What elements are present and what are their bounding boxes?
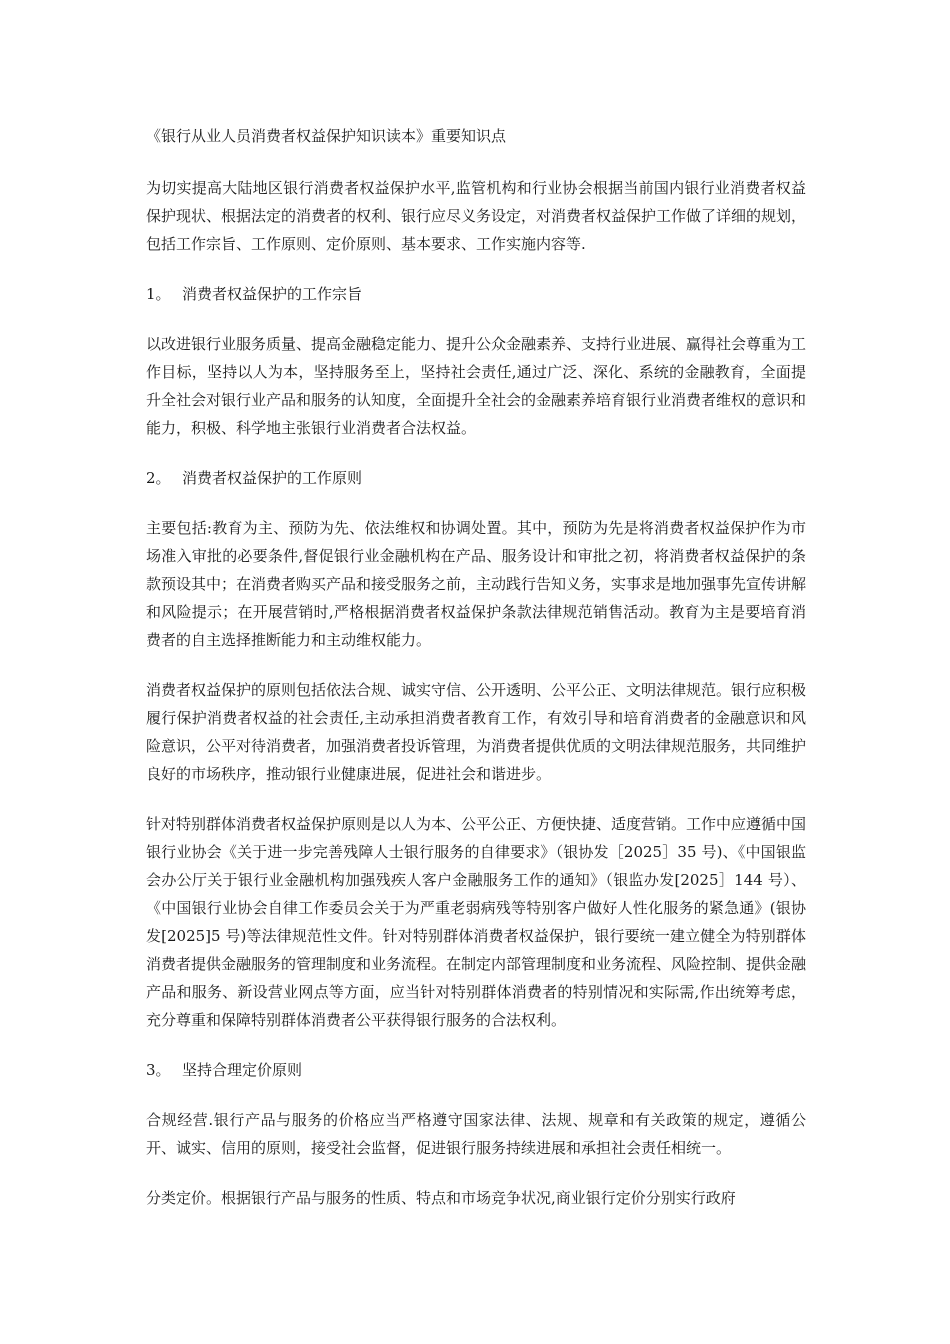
section-title-3: 坚持合理定价原则 <box>182 1061 303 1079</box>
section3-paragraph-1: 合规经营.银行产品与服务的价格应当严格遵守国家法律、法规、规章和有关政策的规定，遵循公开、诚实、信用的原则，接受社会监督，促进银行服务持续进展和承担社会责任相统一。 <box>146 1111 806 1157</box>
section-title-1: 消费者权益保护的工作宗旨 <box>182 285 363 303</box>
section2-paragraph-1: 主要包括:教育为主、预防为先、依法维权和协调处置。其中，预防为先是将消费者权益保护作为市场准入审批的必要条件,督促银行业金融机构在产品、服务设计和审批之初，将消费者权益保护的条款预设其中；在消费者购买产品和接受服务之前，主动践行告知义务，实事求是地加强事先宣传讲解和风险提示；在开展营销时,严格根据消费者权益保护条款法律规范销售活动。教育为主是要培育消费者的自主选择推断能力和主动维权能力。 <box>146 519 807 649</box>
section-number-1: 1。 <box>146 285 171 303</box>
section-title-2: 消费者权益保护的工作原则 <box>182 469 363 487</box>
intro-paragraph: 为切实提高大陆地区银行消费者权益保护水平,监管机构和行业协会根据当前国内银行业消费者权益保护现状、根据法定的消费者的权利、银行应尽义务设定，对消费者权益保护工作做了详细的规划，包括工作宗旨、工作原则、定价原则、基本要求、工作实施内容等. <box>146 179 807 253</box>
section2-paragraph-2: 消费者权益保护的原则包括依法合规、诚实守信、公开透明、公平公正、文明法律规范。银行应积极履行保护消费者权益的社会责任,主动承担消费者教育工作，有效引导和培育消费者的金融意识和风险意识，公平对待消费者，加强消费者投诉管理，为消费者提供优质的文明法律规范服务，共同维护良好的市场秩序，推动银行业健康进展，促进社会和谐进步。 <box>146 681 807 783</box>
document-title: 《银行从业人员消费者权益保护知识读本》重要知识点 <box>146 127 507 145</box>
section-number-3: 3。 <box>146 1061 171 1079</box>
section-number-2: 2。 <box>146 469 171 487</box>
section1-paragraph-1: 以改进银行业服务质量、提高金融稳定能力、提升公众金融素养、支持行业进展、赢得社会尊重为工作目标，坚持以人为本，坚持服务至上，坚持社会责任,通过广泛、深化、系统的金融教育，全面提升全社会对银行业产品和服务的认知度，全面提升全社会的金融素养培育银行业消费者维权的意识和能力，积极、科学地主张银行业消费者合法权益。 <box>146 335 807 437</box>
section-heading-2 <box>146 464 806 492</box>
document-page <box>146 122 806 1234</box>
section-heading-3 <box>146 1056 806 1084</box>
section3-paragraph-2: 分类定价。根据银行产品与服务的性质、特点和市场竞争状况,商业银行定价分别实行政府 <box>146 1189 736 1207</box>
section-heading-1 <box>146 280 806 308</box>
section2-paragraph-3: 针对特别群体消费者权益保护原则是以人为本、公平公正、方便快捷、适度营销。工作中应遵循中国银行业协会《关于进一步完善残障人士银行服务的自律要求》（银协发［2025］35 号)、《中国银监会办公厅关于银行业金融机构加强残疾人客户金融服务工作的通知》（银监办发[2025］144 号）、《中国银行业协会自律工作委员会关于为严重老弱病残等特别客户做好人性化服务的紧急通》(银协发[2025]5 号)等法律规范性文件。针对特别群体消费者权益保护，银行要统一建立健全为特别群体消费者提供金融服务的管理制度和业务流程。在制定内部管理制度和业务流程、风险控制、提供金融产品和服务、新设营业网点等方面，应当针对特别群体消费者的特别情况和实际需,作出统筹考虑，充分尊重和保障特别群体消费者公平获得银行服务的合法权利。 <box>146 815 807 1029</box>
